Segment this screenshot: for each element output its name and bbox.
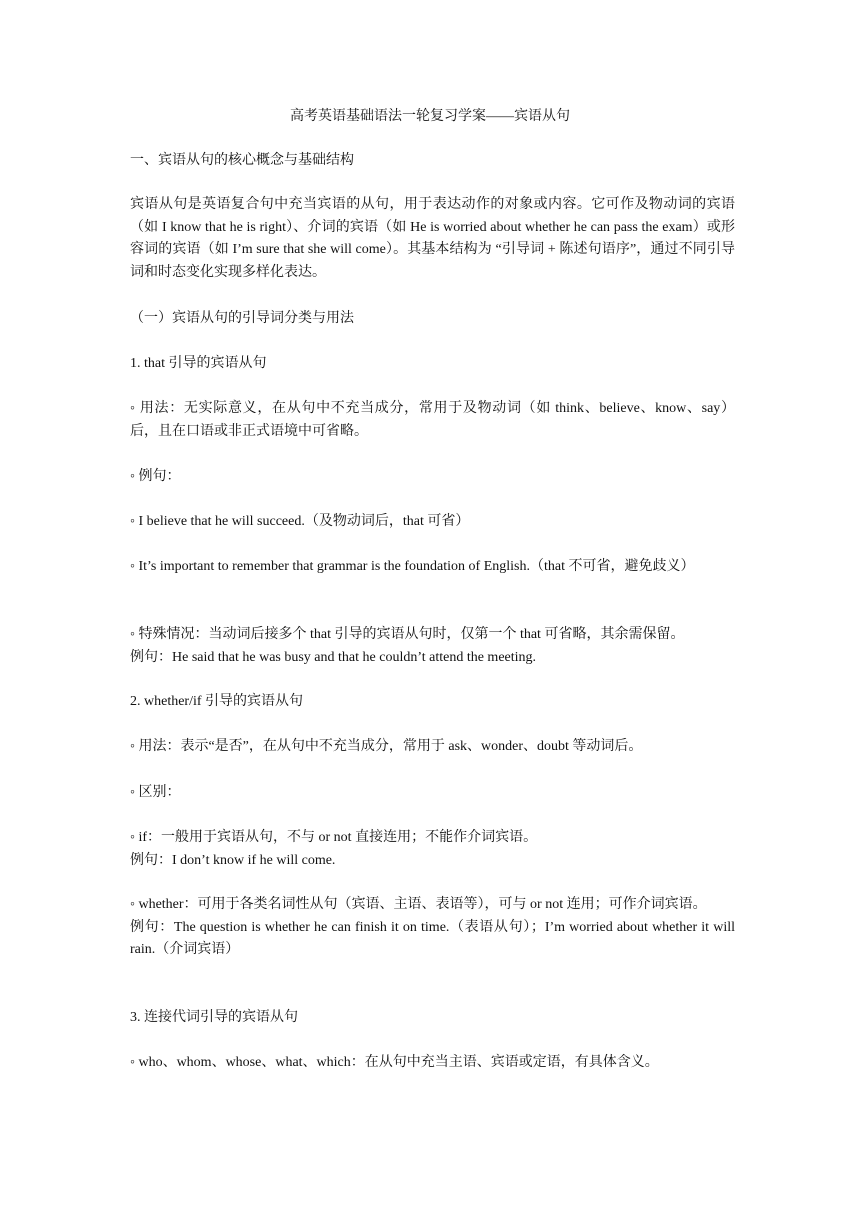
item1-example1: ◦ I believe that he will succeed.（及物动词后，that 可省） [130, 514, 470, 529]
item1-special-example: 例句：He said that he was busy and that he couldn’t attend the meeting. [130, 649, 537, 665]
item2-whether-group [130, 894, 735, 962]
item2-if-rule: ◦ if：一般用于宾语从句，不与 or not 直接连用；不能作介词宾语。 [130, 830, 538, 845]
item2-difference-label: ◦ 区别： [130, 785, 181, 800]
item2-usage: ◦ 用法：表示“是否”，在从句中不充当成分，常用于 ask、wonder、doubt 等动词后。 [130, 739, 643, 754]
item1-special-case-group [130, 624, 735, 669]
subsection-heading: （一）宾语从句的引导词分类与用法 [130, 311, 354, 326]
item1-heading: 1. that 引导的宾语从句 [130, 356, 267, 371]
item2-heading: 2. whether/if 引导的宾语从句 [130, 694, 304, 709]
item2-if-example: 例句：I don’t know if he will come. [130, 852, 336, 868]
item1-special-case: ◦ 特殊情况：当动词后接多个 that 引导的宾语从句时，仅第一个 that 可省略，其余需保留。 [130, 627, 685, 642]
item1-examples-label: ◦ 例句： [130, 469, 181, 484]
item2-if-group [130, 827, 735, 872]
document-title: 高考英语基础语法一轮复习学案——宾语从句 [290, 109, 570, 124]
item3-usage: ◦ who、whom、whose、what、which：在从句中充当主语、宾语或定语，有具体含义。 [130, 1055, 659, 1070]
item2-whether-rule: ◦ whether：可用于各类名词性从句（宾语、主语、表语等），可与 or not 连用；可作介词宾语。 [130, 897, 707, 912]
item1-usage: ◦ 用法：无实际意义，在从句中不充当成分，常用于及物动词（如 think、believe、know、say）后，且在口语或非正式语境中可省略。 [130, 401, 735, 439]
item1-example2: ◦ It’s important to remember that grammar is the foundation of English.（that 不可省，避免歧义） [130, 559, 695, 574]
intro-paragraph: 宾语从句是英语复合句中充当宾语的从句，用于表达动作的对象或内容。它可作及物动词的宾语（如 I know that he is right）、介词的宾语（如 He is worried about whether he can pass the exam）或形容词的宾语（如 I’m sure that she will come）。其基本结构为 “引导词 + 陈述句语序”，通过不同引导词和时态变化实现多样化表达。 [130, 197, 735, 280]
item2-whether-example: 例句：The question is whether he can finish it on time.（表语从句）；I’m worried about whether it will rain.（介词宾语） [130, 919, 735, 957]
section1-heading: 一、宾语从句的核心概念与基础结构 [130, 153, 354, 168]
item3-heading: 3. 连接代词引导的宾语从句 [130, 1010, 298, 1025]
